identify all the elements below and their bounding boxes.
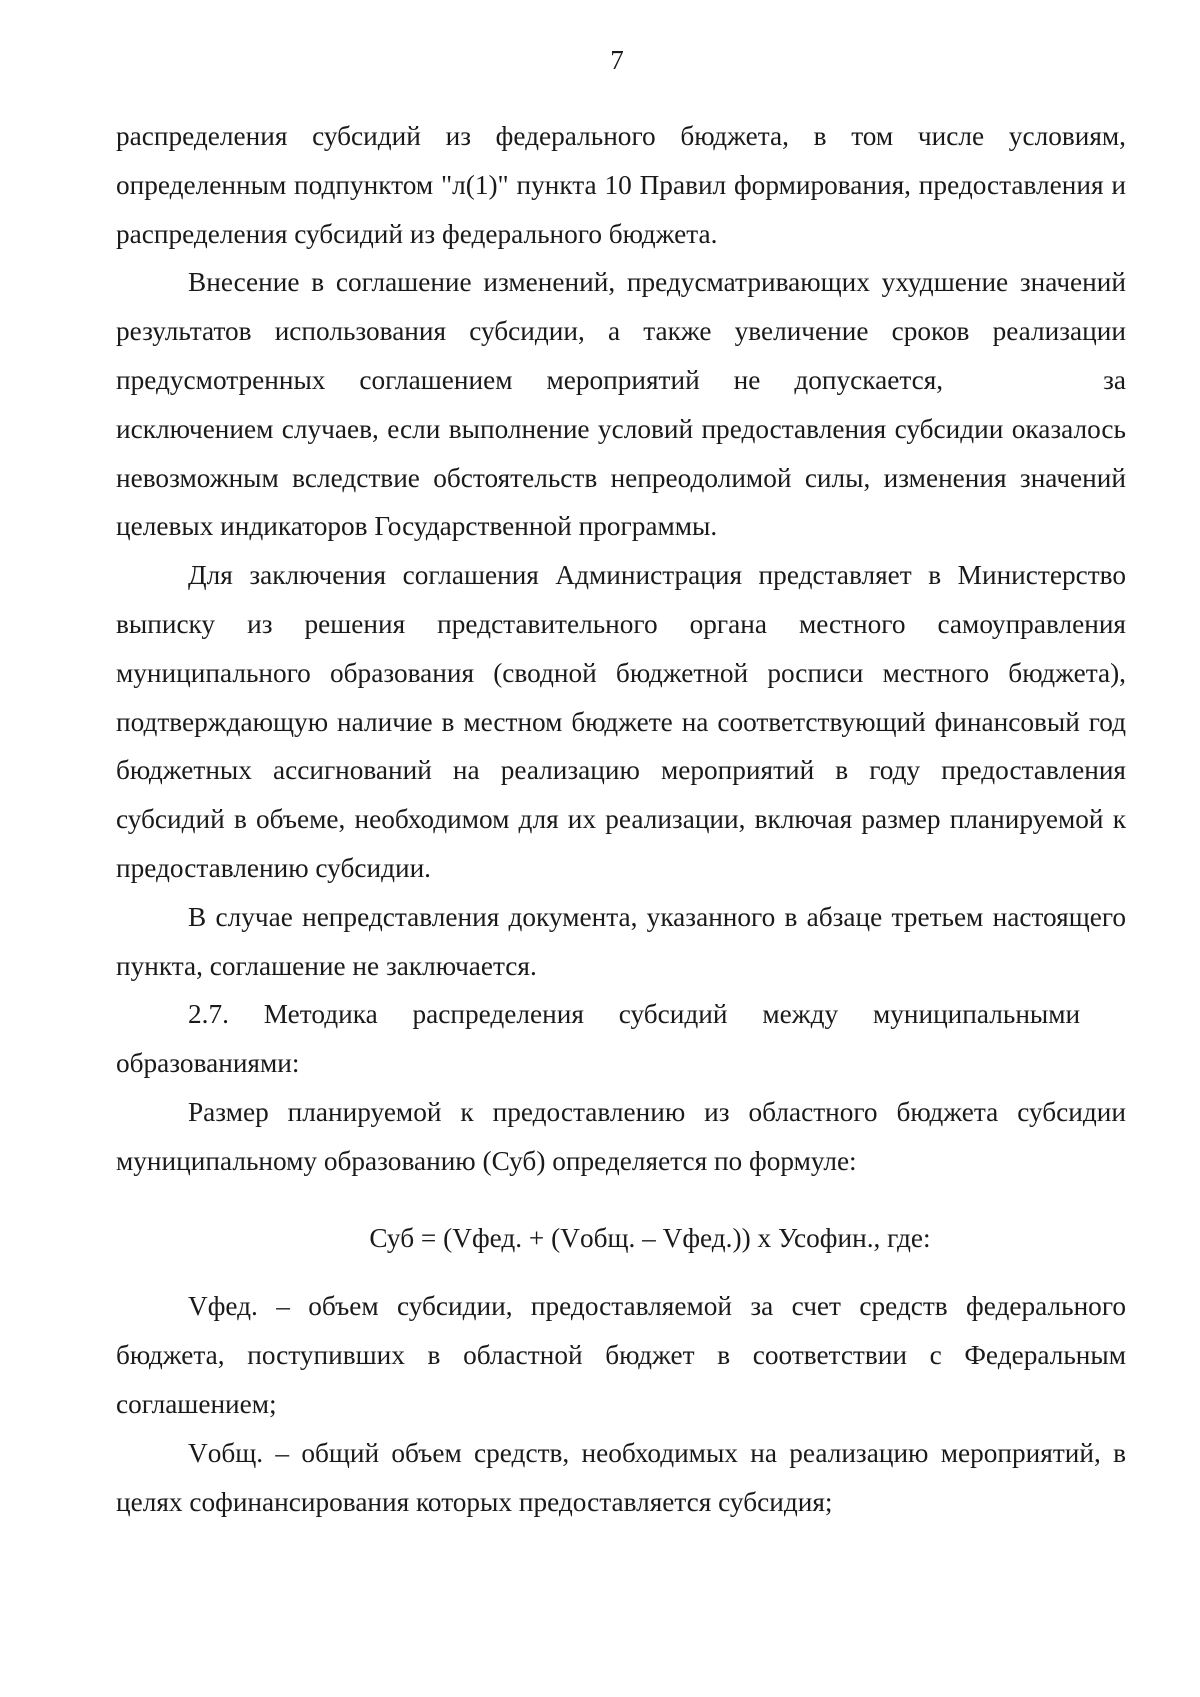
paragraph-conclusion-requirements: Для заключения соглашения Администрация представляет в Министерство выписку из решения представительного органа местного самоуправления муниципального образования (сводной бюджетной росписи местного бюджета), подтверждающую наличие в местном бюджете на соответствующий финансовый год бюджетных ассигнований на реализацию мероприятий в году предоставления субсидий в объеме, необходимом для их реализации, включая размер планируемой к предоставлению субсидии. xyxy=(116,560,1126,883)
paragraph-agreement-changes-part1: Внесение в соглашение изменений, предусматривающих ухудшение значений результатов использования субсидии, а также увеличение сроков реализации предусмотренных соглашением мероприятий не допускается, xyxy=(116,267,1126,395)
section-heading-2-7-tail: образованиями: xyxy=(116,1048,300,1079)
page-number: 7 xyxy=(610,45,624,75)
paragraph-non-submission: В случае непредставления документа, указанного в абзаце третьем настоящего пункта, соглашение не заключается. xyxy=(116,901,1126,981)
definition-vfed: Vфед. – объем субсидии, предоставляемой за счет средств федерального бюджета, поступивших в областной бюджет в соответствии с Федеральным соглашением; xyxy=(116,1291,1126,1419)
subsidy-formula: Суб = (Vфед. + (Vобщ. – Vфед.)) x Усофин., где: xyxy=(369,1222,931,1253)
document-body xyxy=(116,112,1126,1526)
section-heading-2-7: 2.7. Методика распределения субсидий между муниципальными xyxy=(188,999,1081,1030)
paragraph-continuation: распределения субсидий из федерального бюджета, в том числе условиям, определенным подпунктом "л(1)" пункта 10 Правил формирования, предоставления и распределения субсидий из федерального бюджета. xyxy=(116,121,1126,249)
paragraph-subsidy-size: Размер планируемой к предоставлению из областного бюджета субсидии муниципальному образованию (Суб) определяется по формуле: xyxy=(116,1096,1126,1176)
definition-vobsch: Vобщ. – общий объем средств, необходимых на реализацию мероприятий, в целях софинансирования которых предоставляется субсидия; xyxy=(116,1437,1126,1517)
paragraph-agreement-changes xyxy=(116,258,1126,551)
paragraph-agreement-changes-part2: за исключением случаев, если выполнение условий предоставления субсидии оказалось невозможным вследствие обстоятельств непреодолимой силы, изменения значений целевых индикаторов Государственной программы. xyxy=(116,364,1126,542)
